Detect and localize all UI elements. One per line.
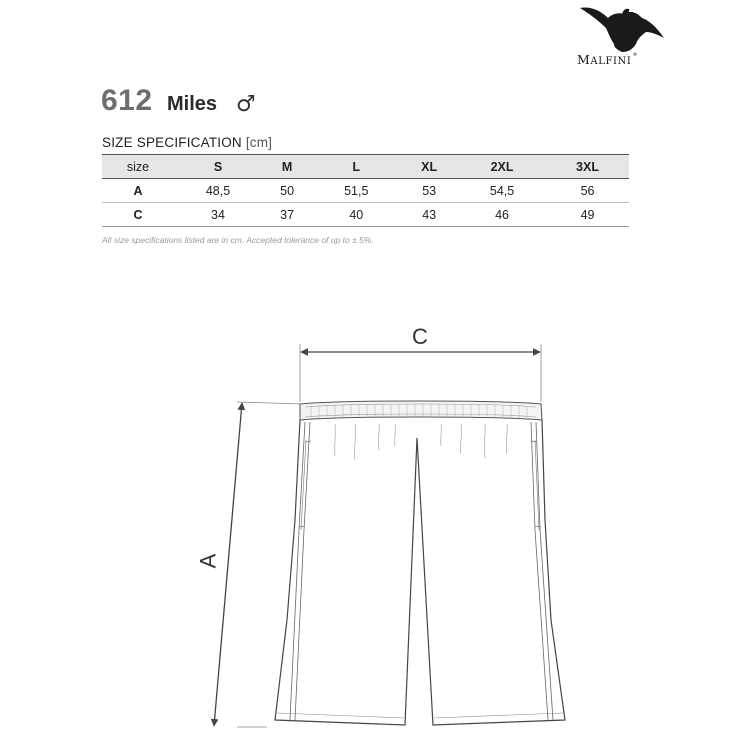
size-header-s: S bbox=[174, 155, 262, 179]
shorts-drawing bbox=[195, 320, 575, 740]
size-table bbox=[102, 154, 629, 227]
shorts-diagram bbox=[195, 320, 575, 740]
size-header-xl: XL bbox=[400, 155, 458, 179]
size-table-header-row bbox=[102, 155, 629, 179]
dimension-a-label: A bbox=[195, 553, 221, 569]
table-cell: 53 bbox=[400, 179, 458, 203]
table-row bbox=[102, 203, 629, 227]
male-gender-icon: ♂ bbox=[236, 92, 256, 117]
dimension-c-label: C bbox=[412, 324, 428, 349]
table-cell: 50 bbox=[262, 179, 312, 203]
registered-mark: ® bbox=[632, 52, 639, 58]
size-header-l: L bbox=[312, 155, 400, 179]
table-cell: 37 bbox=[262, 203, 312, 227]
eagle-icon bbox=[578, 2, 666, 54]
table-cell: 46 bbox=[458, 203, 546, 227]
row-label-c: C bbox=[102, 203, 174, 227]
table-row bbox=[102, 179, 629, 203]
table-cell: 43 bbox=[400, 203, 458, 227]
waistband bbox=[300, 401, 542, 420]
shorts-body bbox=[275, 420, 565, 725]
size-header-2xl: 2XL bbox=[458, 155, 546, 179]
size-spec-title-text: SIZE SPECIFICATION bbox=[102, 135, 242, 150]
table-cell: 54,5 bbox=[458, 179, 546, 203]
brand-name: MALFINI® bbox=[577, 52, 639, 67]
size-spec-title bbox=[102, 135, 272, 150]
size-header-m: M bbox=[262, 155, 312, 179]
tolerance-note: All size specifications listed are in cm. Accepted tolerance of up to ± 5%. bbox=[102, 235, 374, 245]
table-cell: 56 bbox=[546, 179, 629, 203]
product-name: Miles bbox=[167, 93, 218, 115]
size-spec-unit: [cm] bbox=[245, 135, 273, 150]
row-label-a: A bbox=[102, 179, 174, 203]
table-cell: 51,5 bbox=[312, 179, 400, 203]
size-header-label: size bbox=[102, 155, 174, 179]
table-cell: 48,5 bbox=[174, 179, 262, 203]
dimension-a-line bbox=[214, 402, 303, 727]
brand-logo bbox=[570, 2, 674, 72]
dimension-c-line bbox=[300, 344, 541, 402]
table-cell: 40 bbox=[312, 203, 400, 227]
table-cell: 34 bbox=[174, 203, 262, 227]
table-cell: 49 bbox=[546, 203, 629, 227]
product-code: 612 bbox=[101, 84, 153, 117]
size-header-3xl: 3XL bbox=[546, 155, 629, 179]
